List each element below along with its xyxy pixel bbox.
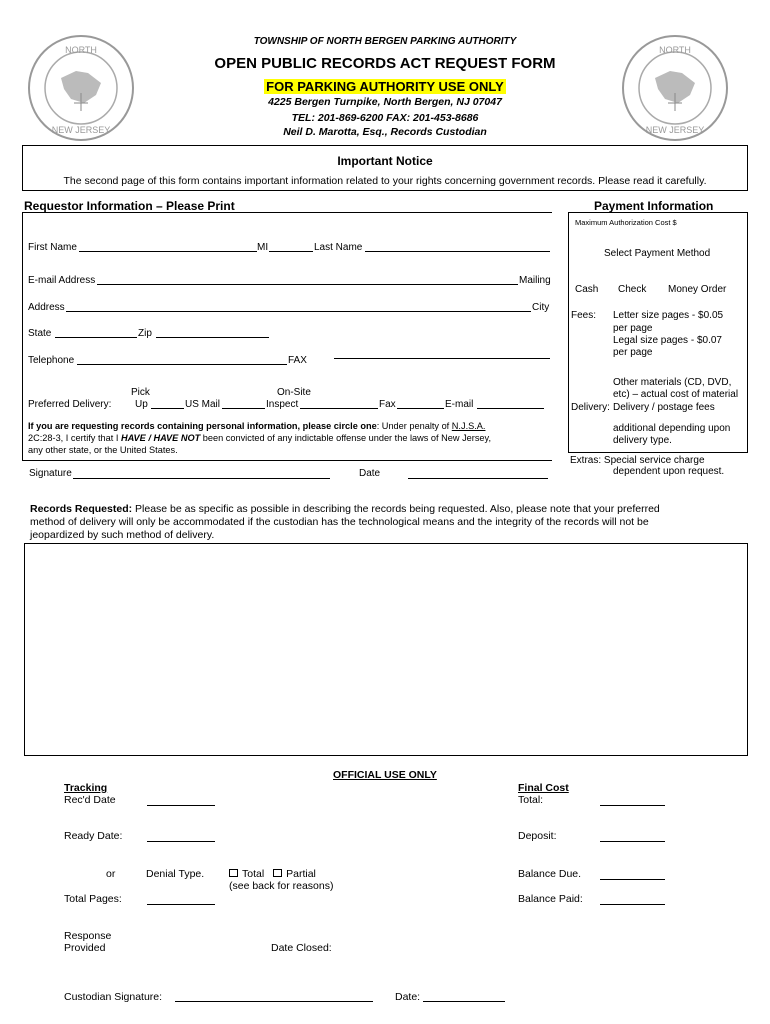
authority-name: TOWNSHIP OF NORTH BERGEN PARKING AUTHORITY: [253, 36, 517, 47]
fax-option-label: Fax: [379, 399, 396, 410]
header-custodian: Neil D. Marotta, Esq., Records Custodian: [283, 126, 487, 138]
personal-line2a: 2C:28-3, I certify that I: [28, 433, 121, 443]
signature-field[interactable]: [73, 478, 330, 479]
balance-paid-field[interactable]: [600, 904, 665, 905]
email-label: E-mail Address: [28, 275, 96, 286]
delivery-text-1: Delivery / postage fees: [613, 402, 715, 413]
balance-paid-label: Balance Paid:: [518, 893, 583, 905]
payment-heading: Payment Information: [594, 199, 714, 213]
fee-letter-unit: per page: [613, 323, 653, 334]
official-heading: OFFICIAL USE ONLY: [333, 769, 437, 781]
custodian-date-field[interactable]: [423, 1001, 505, 1002]
njsa-link: N.J.S.A.: [451, 421, 486, 431]
requestor-divider: [22, 460, 552, 461]
money-order-option[interactable]: Money Order: [668, 284, 727, 295]
personal-certification: [28, 420, 548, 456]
pickup-field[interactable]: [151, 408, 184, 409]
svg-text:NEW JERSEY: NEW JERSEY: [645, 125, 705, 135]
left-seal-icon: [26, 33, 136, 143]
fax-label: FAX: [288, 355, 307, 366]
fee-legal-unit: per page: [613, 347, 653, 358]
email-field[interactable]: [97, 284, 518, 285]
first-name-field[interactable]: [79, 251, 257, 252]
custodian-signature-field[interactable]: [175, 1001, 373, 1002]
total-option-label: Total: [242, 868, 265, 880]
records-label: Records Requested:: [30, 503, 133, 515]
fax-field[interactable]: [334, 358, 550, 359]
extras-line-1: Extras: Special service charge: [570, 455, 705, 466]
deposit-field[interactable]: [600, 841, 665, 842]
denial-type-label: Denial Type.: [146, 868, 205, 880]
total-pages-label: Total Pages:: [64, 893, 122, 905]
extras-line-2: dependent upon request.: [613, 466, 725, 477]
delivery-text-3: delivery type.: [613, 435, 672, 446]
balance-due-label: Balance Due.: [518, 868, 582, 880]
personal-line2b: been convicted of any indictable offense under the laws of New Jersey,: [200, 433, 492, 443]
custodian-signature-label: Custodian Signature:: [64, 991, 163, 1003]
records-instructions: [30, 503, 750, 542]
email-option-label: E-mail: [445, 399, 474, 410]
ready-date-label: Ready Date:: [64, 830, 123, 842]
pick-label: Pick: [131, 387, 150, 398]
notice-text: The second page of this form contains important information related to your rights concerning government records. Please read it carefully.: [63, 175, 707, 187]
deposit-label: Deposit:: [518, 830, 557, 842]
right-seal-icon: [620, 33, 730, 143]
see-back-note: (see back for reasons): [229, 880, 334, 892]
requestor-heading: Requestor Information – Please Print: [24, 199, 235, 213]
personal-line3: any other state, or the United States.: [28, 445, 178, 455]
response-label-1: Response: [64, 930, 112, 942]
pickup-label: Up: [135, 399, 148, 410]
onsite-label: On-Site: [277, 387, 311, 398]
mailing-label: Mailing: [519, 275, 551, 286]
tracking-heading: Tracking: [64, 782, 108, 794]
fees-label: Fees:: [571, 310, 597, 321]
zip-field[interactable]: [156, 337, 269, 338]
svg-text:NORTH: NORTH: [659, 45, 691, 55]
last-name-field[interactable]: [365, 251, 550, 252]
signature-label: Signature: [29, 468, 72, 479]
other-materials-2: etc) – actual cost of material: [613, 389, 739, 400]
max-cost-label: Maximum Authorization Cost $: [575, 218, 677, 227]
telephone-label: Telephone: [28, 355, 75, 366]
notice-heading: Important Notice: [337, 154, 433, 168]
city-label: City: [532, 302, 550, 313]
date-label: Date: [359, 468, 381, 479]
fee-legal: Legal size pages - $0.07: [613, 335, 722, 346]
last-name-label: Last Name: [314, 242, 363, 253]
date-field[interactable]: [408, 478, 548, 479]
check-option[interactable]: Check: [618, 284, 647, 295]
balance-due-field[interactable]: [600, 879, 665, 880]
fax-option-field[interactable]: [397, 408, 444, 409]
address-field[interactable]: [66, 311, 531, 312]
ready-date-field[interactable]: [147, 841, 215, 842]
total-label: Total:: [518, 794, 544, 806]
mi-field[interactable]: [269, 251, 313, 252]
recd-date-label: Rec'd Date: [64, 794, 116, 806]
zip-label: Zip: [138, 328, 152, 339]
form-title: OPEN PUBLIC RECORDS ACT REQUEST FORM: [214, 55, 556, 72]
svg-text:NEW JERSEY: NEW JERSEY: [51, 125, 111, 135]
inspect-label: Inspect: [266, 399, 299, 410]
first-name-label: First Name: [28, 242, 77, 253]
preferred-delivery-label: Preferred Delivery:: [28, 399, 112, 410]
delivery-text-2: additional depending upon: [613, 423, 731, 434]
svg-text:NORTH: NORTH: [65, 45, 97, 55]
delivery-label: Delivery:: [571, 402, 610, 413]
usmail-field[interactable]: [222, 408, 265, 409]
state-label: State: [28, 328, 52, 339]
personal-bold: If you are requesting records containing personal information, please circle one: [28, 421, 377, 431]
final-cost-heading: Final Cost: [518, 782, 569, 794]
or-label: or: [106, 868, 116, 880]
denial-options: [229, 868, 316, 880]
recd-date-field[interactable]: [147, 805, 215, 806]
mi-label: MI: [257, 242, 269, 253]
inspect-field[interactable]: [300, 408, 378, 409]
state-field[interactable]: [55, 337, 137, 338]
partial-checkbox[interactable]: [273, 869, 282, 877]
email-option-field[interactable]: [477, 408, 544, 409]
header-address: 4225 Bergen Turnpike, North Bergen, NJ 07047: [268, 96, 502, 108]
use-only-highlight: FOR PARKING AUTHORITY USE ONLY: [266, 79, 504, 94]
records-text-1: Please be as specific as possible in describing the records being requested. Also, please note that your preferred: [132, 503, 660, 515]
highlight-wrap: [140, 78, 630, 96]
total-checkbox[interactable]: [229, 869, 238, 877]
telephone-field[interactable]: [77, 364, 287, 365]
fee-letter: Letter size pages - $0.05: [613, 310, 724, 321]
total-field[interactable]: [600, 805, 665, 806]
have-have-not[interactable]: HAVE / HAVE NOT: [120, 433, 201, 443]
partial-option-label: Partial: [286, 868, 316, 880]
cash-option[interactable]: Cash: [575, 284, 599, 295]
usmail-label: US Mail: [185, 399, 221, 410]
custodian-date-label: Date:: [395, 991, 421, 1003]
response-label-2: Provided: [64, 942, 106, 954]
header-phone: TEL: 201-869-6200 FAX: 201-453-8686: [291, 112, 479, 124]
personal-mid: : Under penalty of: [376, 421, 452, 431]
address-label: Address: [28, 302, 65, 313]
total-pages-field[interactable]: [147, 904, 215, 905]
records-text-2: method of delivery will only be accommodated if the custodian has the technological means and the integrity of the records will not be: [30, 516, 649, 528]
other-materials-1: Other materials (CD, DVD,: [613, 377, 732, 388]
records-requested-box[interactable]: [24, 543, 748, 756]
records-text-3: jeopardized by such method of delivery.: [30, 529, 215, 541]
date-closed-label: Date Closed:: [271, 942, 332, 954]
notice-box: [22, 145, 748, 191]
select-method-label: Select Payment Method: [604, 248, 711, 259]
